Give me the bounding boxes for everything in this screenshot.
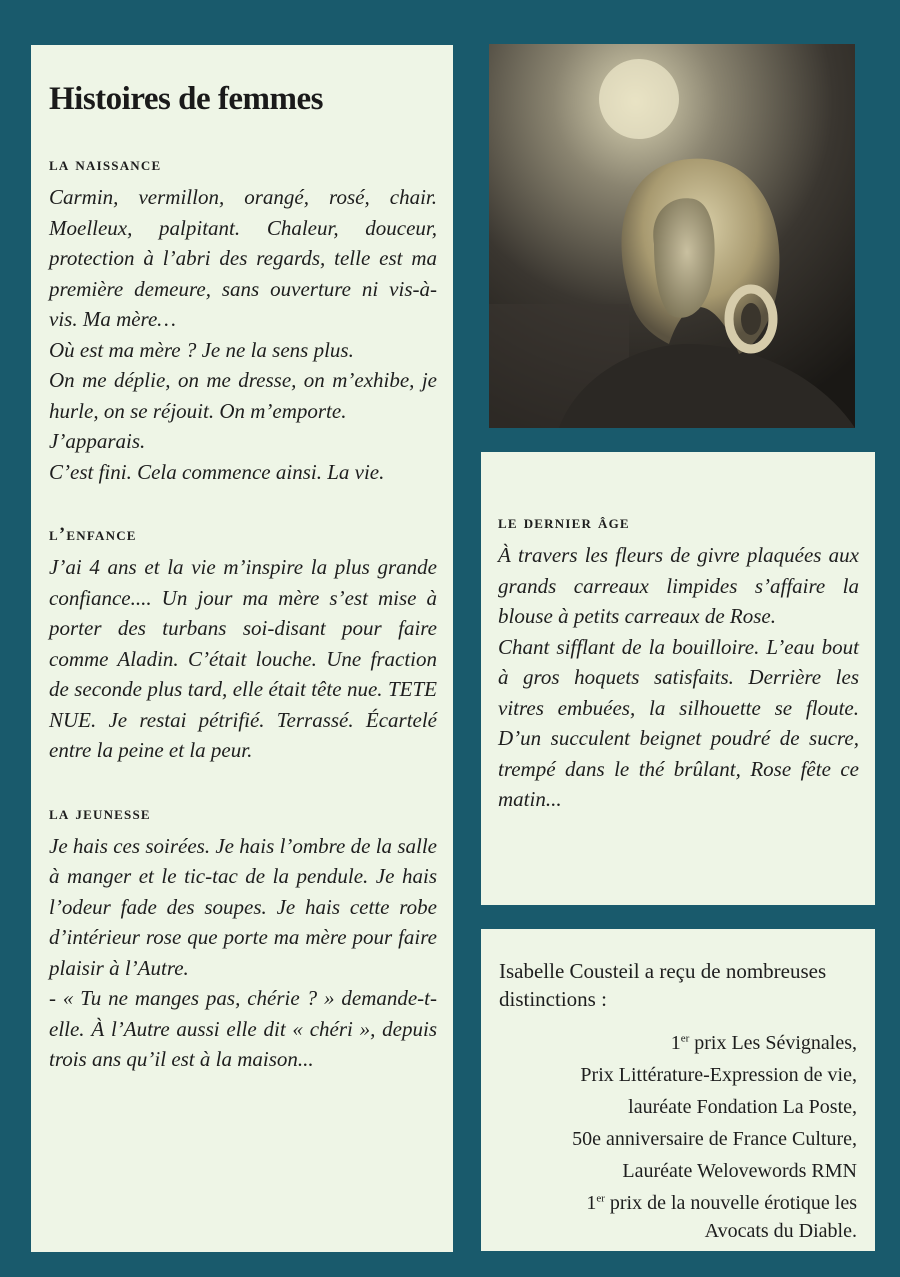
award-item: Prix Littérature-Expression de vie,	[580, 1064, 857, 1086]
award-ordinal-suffix: er	[596, 1192, 605, 1205]
paragraph-line: À travers les fleurs de givre plaquées aux grands carreaux limpides s’affaire la blouse à petits carreaux de Rose.	[498, 543, 859, 628]
section-body-enfance	[49, 552, 437, 766]
award-item: lauréate Fondation La Poste,	[628, 1096, 857, 1118]
award-ordinal-suffix: er	[680, 1032, 690, 1045]
award-item: 50e anniversaire de France Culture,	[572, 1128, 857, 1150]
left-text-panel	[31, 45, 453, 1252]
section-body-dernier-age	[498, 540, 859, 815]
section-heading-naissance: la naissance	[49, 154, 162, 175]
paragraph-line: Chant sifflant de la bouilloire. L’eau bout à gros hoquets satisfaits. Derrière les vitres embuées, la silhouette se floute. D’un succulent beignet poudré de sucre, trempé dans le thé brûlant, Rose fête ce matin...	[498, 634, 859, 811]
award-ordinal: 1	[586, 1192, 597, 1214]
paragraph-line: Carmin, vermillon, orangé, rosé, chair. Moelleux, palpitant. Chaleur, douceur, protection à l’abri des regards, telle est ma première demeure, sans ouverture ni vis-à-vis. Ma mère…	[49, 185, 437, 331]
page-title: Histoires de femmes	[49, 81, 323, 117]
section-heading-enfance: l’enfance	[49, 524, 137, 545]
section-enfance	[49, 524, 437, 766]
award-ordinal: 1	[670, 1032, 681, 1054]
portrait-image	[489, 44, 855, 428]
bio-intro: Isabelle Cousteil a reçu de nombreuses distinctions :	[499, 959, 827, 1011]
award-list	[499, 1027, 857, 1243]
section-heading-jeunesse: la jeunesse	[49, 802, 151, 824]
award-text: prix Les Sévignales,	[689, 1032, 857, 1054]
paragraph-line: J’ai 4 ans et la vie m’inspire la plus grande confiance.... Un jour ma mère s’est mise à porter des turbans soi-disant pour faire comme Aladin. C’était louche. Une fraction de seconde plus tard, elle était tête nue. TETE NUE. Je restai pétrifié. Terrassé. Écartelé entre la peine et la peur.	[49, 555, 437, 762]
award-item	[499, 1187, 857, 1219]
section-naissance	[49, 154, 437, 487]
paragraph-line: Où est ma mère ? Je ne la sens plus.	[49, 337, 354, 362]
award-item: Avocats du Diable.	[704, 1220, 857, 1242]
bio-panel	[481, 929, 875, 1251]
paragraph-line: C’est fini. Cela commence ainsi. La vie.	[49, 459, 385, 484]
section-body-jeunesse	[49, 831, 437, 1075]
award-item	[499, 1027, 857, 1059]
paragraph-line: Je hais ces soirées. Je hais l’ombre de la salle à manger et le tic-tac de la pendule. Je hais l’odeur fade des soupes. Je hais cette robe d’intérieur rose que porte ma mère pour faire plaisir à l’Autre.	[49, 833, 437, 980]
paragraph-line: J’apparais.	[49, 429, 146, 453]
paragraph-line: On me déplie, on me dresse, on m’exhibe, je hurle, on se réjouit. On m’emporte.	[49, 368, 437, 423]
section-dernier-age	[498, 512, 859, 815]
section-jeunesse	[49, 803, 437, 1075]
paragraph-line: - « Tu ne manges pas, chérie ? » demande-t-elle. À l’Autre aussi elle dit « chéri », depuis trois ans qu’il est à la maison...	[49, 986, 437, 1071]
author-portrait-photo	[489, 44, 855, 428]
award-item: Lauréate Welovewords RMN	[622, 1160, 857, 1182]
section-body-naissance	[49, 182, 437, 487]
section-heading-dernier-age: le dernier âge	[498, 512, 630, 533]
right-text-panel	[481, 452, 875, 905]
award-text: prix de la nouvelle érotique les	[604, 1192, 857, 1214]
